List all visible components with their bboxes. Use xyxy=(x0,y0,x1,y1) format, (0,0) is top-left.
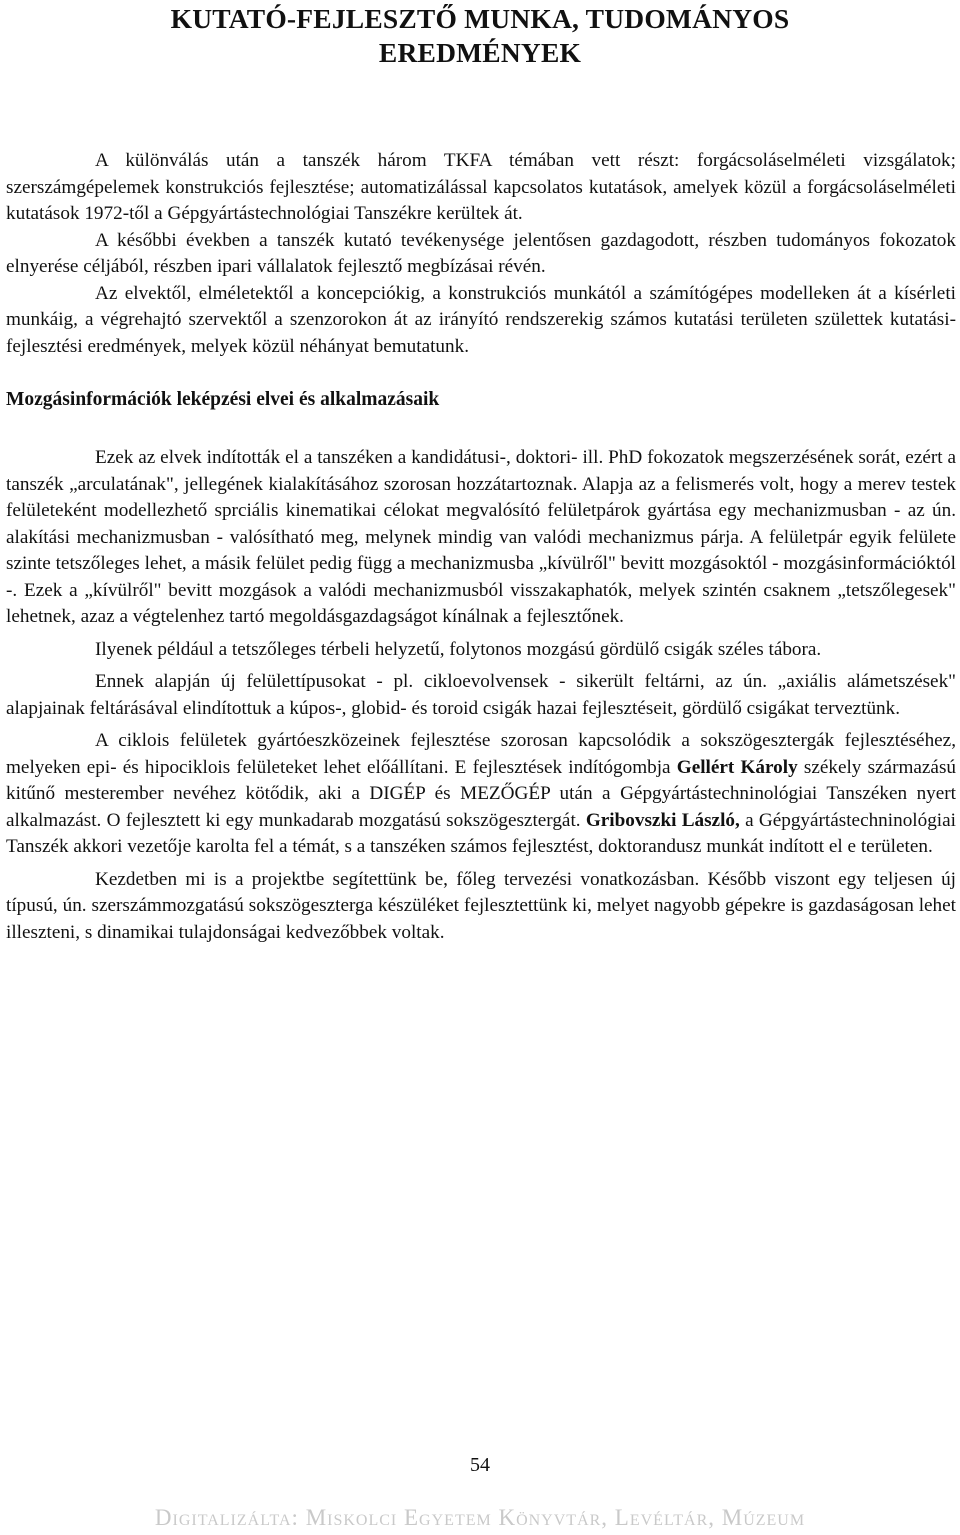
digitization-watermark: Digitalizálta: Miskolci Egyetem Könyvtár, Levéltár, Múzeum xyxy=(154,1505,806,1530)
intro-paragraph-2: A későbbi években a tanszék kutató tevékenysége jelentősen gazdagodott, részben tudományos fokozatok elnyerése céljából, részben ipari vállalatok fejlesztő megbízásai révén. xyxy=(6,229,956,277)
section-paragraph-5: Kezdetben mi is a projektbe segítettünk be, főleg tervezési vonatkozásban. Később viszont egy teljesen új típusú, ún. szerszámmozgatású sokszögesztergа készüléket fejlesztettünk ki, melyet nagyobb gépekre is gazdaságosan lehet illeszteni, s dinamikai tulajdonságai kedvezőbbek voltak. xyxy=(6,868,956,943)
paragraph-4-text-a: A ciklois felületek gyártóeszközeinek fejlesztése szorosan kapcsolódik a sokszögesztergák fejlesztéséhez, melyeken epi- és hipociklois felületeket lehet előállítani. E fejlesztések indítógombja xyxy=(6,730,956,778)
paragraph-4-text-b: székely származású kitűnő mesterember nevéhez kötődik, aki a DIGÉP és MEZŐGÉP után a Gépgyártástechninológiai Tanszéken nyert alkalmazást. O fejlesztett ki egy munkadarab mozgatású sokszögesztergát. xyxy=(6,756,956,831)
paragraph-4-text-c: a Gépgyártástechninológiai Tanszék akkori vezetője karolta fel a témát, s a tanszéken számos fejlesztést, doktorandusz munkát indított el e területen. xyxy=(6,809,956,857)
section-paragraph-1: Ezek az elvek indították el a tanszéken a kandidátusi-, doktori- ill. PhD fokozatok megszerzésének sorát, ezért a tanszék „arculatának", jellegének kialakításához szorosan hozzátartoznak. Alapja az a felismerés volt, hogy a merev testek felületeként modellezhető sprciális kinematikai célokat megvalósító felületpárok gyártása egy mechanizmusban - az ún. alakítási mechanizmusban - valósítható meg, melynek mindig van valódi mechanizmus párja. A felületpár egyik felülete szinte tetszőleges lehet, a másik felület pedig függ a mechanizmusba „kívülről" bevitt mozgásoktól - mozgásinformációktól -. Ezek a „kívülről" bevitt mozgások a valódi mechanizmusból visszakaphatók, melyek szintén csaknem „tetszőlegesek" lehetnek, azaz a végtelenhez tartó megoldásgazdagságot kínálnak a fejlesztőnek. xyxy=(6,447,956,627)
document-body xyxy=(6,148,956,946)
intro-paragraph-3: Az elvektől, elméletektől a koncepciókig, a konstrukciós munkától a számítógépes modelleken át a kísérleti munkáig, a végrehajtó szervektől a szenzorokon át az irányító rendszerekig számos kutatási területen születtek kutatási-fejlesztési eredmények, melyek közül néhányat bemutatunk. xyxy=(6,282,956,357)
page-number: 54 xyxy=(470,1454,490,1476)
intro-paragraph-1: A különválás után a tanszék három TKFA témában vett részt: forgácsoláselméleti vizsgálatok; szerszámgépelemek konstrukciós fejlesztése; automatizálással kapcsolatos kutatások, amelyek közül a forgácsoláselméleti kutatások 1972-től a Gépgyártástechnológiai Tanszékre kerültek át. xyxy=(6,150,956,224)
section-paragraph-4 xyxy=(6,728,956,861)
page-title xyxy=(0,2,960,70)
person-name-gellert: Gellért Károly xyxy=(676,756,798,778)
section-heading: Mozgásinformációk leképzési elvei és alkalmazásaik xyxy=(6,389,440,410)
section-paragraph-2: Ilyenek például a tetszőleges térbeli helyzetű, folytonos mozgású gördülő csigák széles tábora. xyxy=(95,638,822,660)
section-paragraph-3: Ennek alapján új felülettípusokat - pl. cikloevolvensek - sikerült feltárni, az ún. „axiális alámetszések" alapjainak feltárásával elindítottuk a kúpos-, globid- és toroid csigák hazai fejlesztéseit, gördülő csigákat terveztünk. xyxy=(6,671,956,719)
page-title-line-2: EREDMÉNYEK xyxy=(378,37,582,68)
person-name-gribovszki: Gribovszki László, xyxy=(585,809,740,831)
page-title-line-1: KUTATÓ-FEJLESZTŐ MUNKA, TUDOMÁNYOS xyxy=(170,3,790,34)
